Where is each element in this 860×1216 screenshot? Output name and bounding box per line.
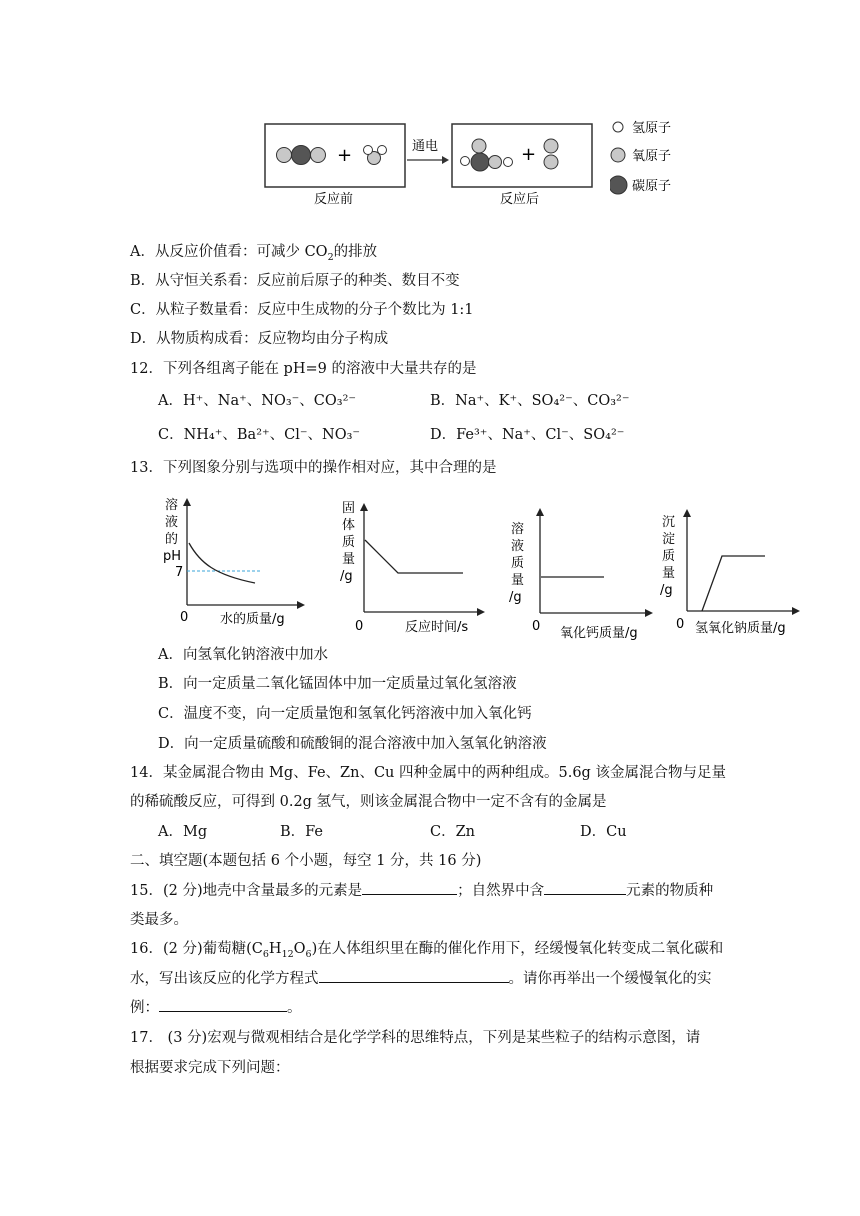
- graph-a-ylabel-4: pH: [163, 549, 182, 564]
- graph-a-xlabel: 水的质量/g: [220, 612, 285, 627]
- q14-option-b: B．Fe: [280, 824, 324, 840]
- graph-c-ylabel-1: 溶: [511, 522, 525, 537]
- section-2-heading: 二、填空题(本题包括 6 个小题，每空 1 分，共 16 分): [130, 853, 482, 869]
- graph-a-origin: 0: [180, 610, 189, 625]
- hydrogen-atom: [461, 157, 470, 166]
- q17-line1: 17． (3 分)宏观与微观相结合是化学学科的思维特点，下列是某些粒子的结构示意图，请: [130, 1030, 701, 1046]
- q15-blank-1[interactable]: [362, 880, 457, 895]
- plus-sign: +: [521, 144, 537, 165]
- after-label: 反应后: [500, 192, 540, 207]
- graph-b-ylabel-1: 固: [342, 501, 356, 516]
- graph-a-curve: [189, 543, 255, 583]
- graph-d-x-arrow: [792, 607, 800, 615]
- q11-option-c: C．从粒子数量看：反应中生成物的分子个数比为 1:1: [130, 302, 474, 318]
- oxygen-atom: [489, 156, 502, 169]
- graph-c-ylabel-2: 液: [511, 539, 525, 554]
- oxygen-atom: [544, 155, 558, 169]
- graph-c: [508, 505, 658, 640]
- graph-c-y-arrow: [536, 508, 544, 516]
- graph-b-x-arrow: [477, 608, 485, 616]
- graph-d-ylabel-5: /g: [660, 583, 673, 598]
- graph-b-y-arrow: [360, 503, 368, 511]
- carbon-legend-icon: [610, 176, 627, 194]
- graph-a-ylabel-1: 溶: [165, 498, 179, 513]
- graph-b-ylabel-2: 体: [342, 518, 356, 533]
- q12-option-d: D．Fe³⁺、Na⁺、Cl⁻、SO₄²⁻: [430, 427, 625, 443]
- q14-line1: 14．某金属混合物由 Mg、Fe、Zn、Cu 四种金属中的两种组成。5.6g 该金属混合物与足量: [130, 765, 726, 781]
- graph-c-x-arrow: [645, 609, 653, 617]
- graph-c-origin: 0: [532, 619, 541, 634]
- q13-stem: 13．下列图象分别与选项中的操作相对应，其中合理的是: [130, 460, 497, 476]
- graph-a-ylabel-2: 液: [165, 515, 179, 530]
- reaction-diagram: [262, 118, 602, 210]
- atom-legend: [610, 118, 700, 202]
- q17-line2: 根据要求完成下列问题：: [130, 1060, 290, 1076]
- graph-b-ylabel-4: 量: [342, 552, 356, 567]
- graph-d-curve: [702, 556, 765, 611]
- q14-option-c: C．Zn: [430, 824, 476, 840]
- graph-d-origin: 0: [676, 617, 685, 632]
- q12-stem: 12．下列各组离子能在 pH=9 的溶液中大量共存的是: [130, 361, 477, 377]
- q13-option-c: C．温度不变，向一定质量饱和氢氧化钙溶液中加入氧化钙: [158, 706, 532, 722]
- graph-b: [340, 500, 490, 635]
- graph-d-ylabel-4: 量: [662, 566, 676, 581]
- arrow-head: [442, 156, 449, 164]
- hydrogen-legend-icon: [613, 122, 623, 132]
- q11-option-a: A．从反应价值看：可减少 $CO_2$的排放: [130, 244, 378, 263]
- q15-line2: 类最多。: [130, 912, 188, 928]
- carbon-atom: [292, 146, 311, 165]
- graph-c-xlabel: 氧化钙质量/g: [560, 626, 638, 640]
- q14-option-a: A．Mg: [158, 824, 208, 840]
- q16-blank-1[interactable]: [319, 968, 509, 983]
- graph-b-origin: 0: [355, 619, 364, 634]
- q16-line3: 例： 。: [130, 996, 302, 1017]
- q11-option-d: D．从物质构成看：反应物均由分子构成: [130, 331, 389, 347]
- oxygen-atom: [311, 148, 326, 163]
- q12-option-c: C．NH₄⁺、Ba²⁺、Cl⁻、NO₃⁻: [158, 427, 361, 443]
- q16-blank-2[interactable]: [159, 997, 287, 1012]
- hydrogen-atom: [504, 158, 513, 167]
- q13-option-a: A．向氢氧化钠溶液中加水: [158, 647, 328, 663]
- q11-option-b: B．从守恒关系看：反应前后原子的种类、数目不变: [130, 273, 460, 289]
- graph-c-ylabel-3: 质: [511, 556, 525, 571]
- legend-carbon: 碳原子: [632, 179, 672, 194]
- graph-b-xlabel: 反应时间/s: [405, 620, 469, 635]
- graph-d-y-arrow: [683, 509, 691, 517]
- graph-c-ylabel-4: 量: [511, 573, 525, 588]
- hydrogen-atom: [378, 146, 387, 155]
- oxygen-legend-icon: [611, 148, 625, 162]
- graph-b-ylabel-5: /g: [340, 569, 353, 584]
- arrow-label: 通电: [412, 139, 439, 154]
- graph-a-x-arrow: [297, 601, 305, 609]
- q12-option-b: B．Na⁺、K⁺、SO₄²⁻、CO₃²⁻: [430, 393, 630, 409]
- graph-d-xlabel: 氢氧化钠质量/g: [695, 621, 786, 636]
- graph-b-ylabel-3: 质: [342, 535, 356, 550]
- oxygen-atom: [277, 148, 292, 163]
- graph-c-ylabel-5: /g: [509, 590, 522, 605]
- before-label: 反应前: [314, 192, 354, 207]
- q13-option-b: B．向一定质量二氧化锰固体中加一定质量过氧化氢溶液: [158, 676, 517, 692]
- graph-b-curve: [365, 540, 463, 573]
- q14-line2: 的稀硫酸反应，可得到 0.2g 氢气，则该金属混合物中一定不含有的金属是: [130, 794, 607, 810]
- q14-option-d: D．Cu: [580, 824, 627, 840]
- graph-a-y-arrow: [183, 498, 191, 506]
- oxygen-atom: [544, 139, 558, 153]
- graph-d: [660, 508, 810, 643]
- q15-blank-2[interactable]: [544, 880, 626, 895]
- q12-option-a: A．H⁺、Na⁺、NO₃⁻、CO₃²⁻: [158, 393, 357, 409]
- q16-line1: 16．(2 分)葡萄糖$(C_6H_{12}O_6)$在人体组织里在酶的催化作用下，经缓慢氧化转变成二氧化碳和: [130, 941, 724, 960]
- graph-a: [160, 495, 310, 630]
- q16-line2: 水，写出该反应的化学方程式 。请你再举出一个缓慢氧化的实: [130, 967, 712, 988]
- legend-hydrogen: 氢原子: [632, 121, 672, 136]
- graph-d-ylabel-1: 沉: [662, 515, 676, 530]
- legend-symbols: [610, 118, 700, 198]
- legend-oxygen: 氧原子: [632, 149, 672, 164]
- graph-a-ylabel-3: 的: [165, 532, 179, 547]
- graph-a-y-tick-7: 7: [175, 565, 184, 580]
- graph-d-ylabel-2: 淀: [662, 532, 676, 547]
- q13-option-d: D．向一定质量硫酸和硫酸铜的混合溶液中加入氢氧化钠溶液: [158, 736, 547, 752]
- carbon-atom: [471, 153, 489, 171]
- q15-line1: 15．(2 分)地壳中含量最多的元素是 ；自然界中含 元素的物质种: [130, 879, 713, 900]
- oxygen-atom: [472, 139, 486, 153]
- graph-d-ylabel-3: 质: [662, 549, 676, 564]
- hydrogen-atom: [364, 146, 373, 155]
- plus-sign: +: [337, 145, 353, 166]
